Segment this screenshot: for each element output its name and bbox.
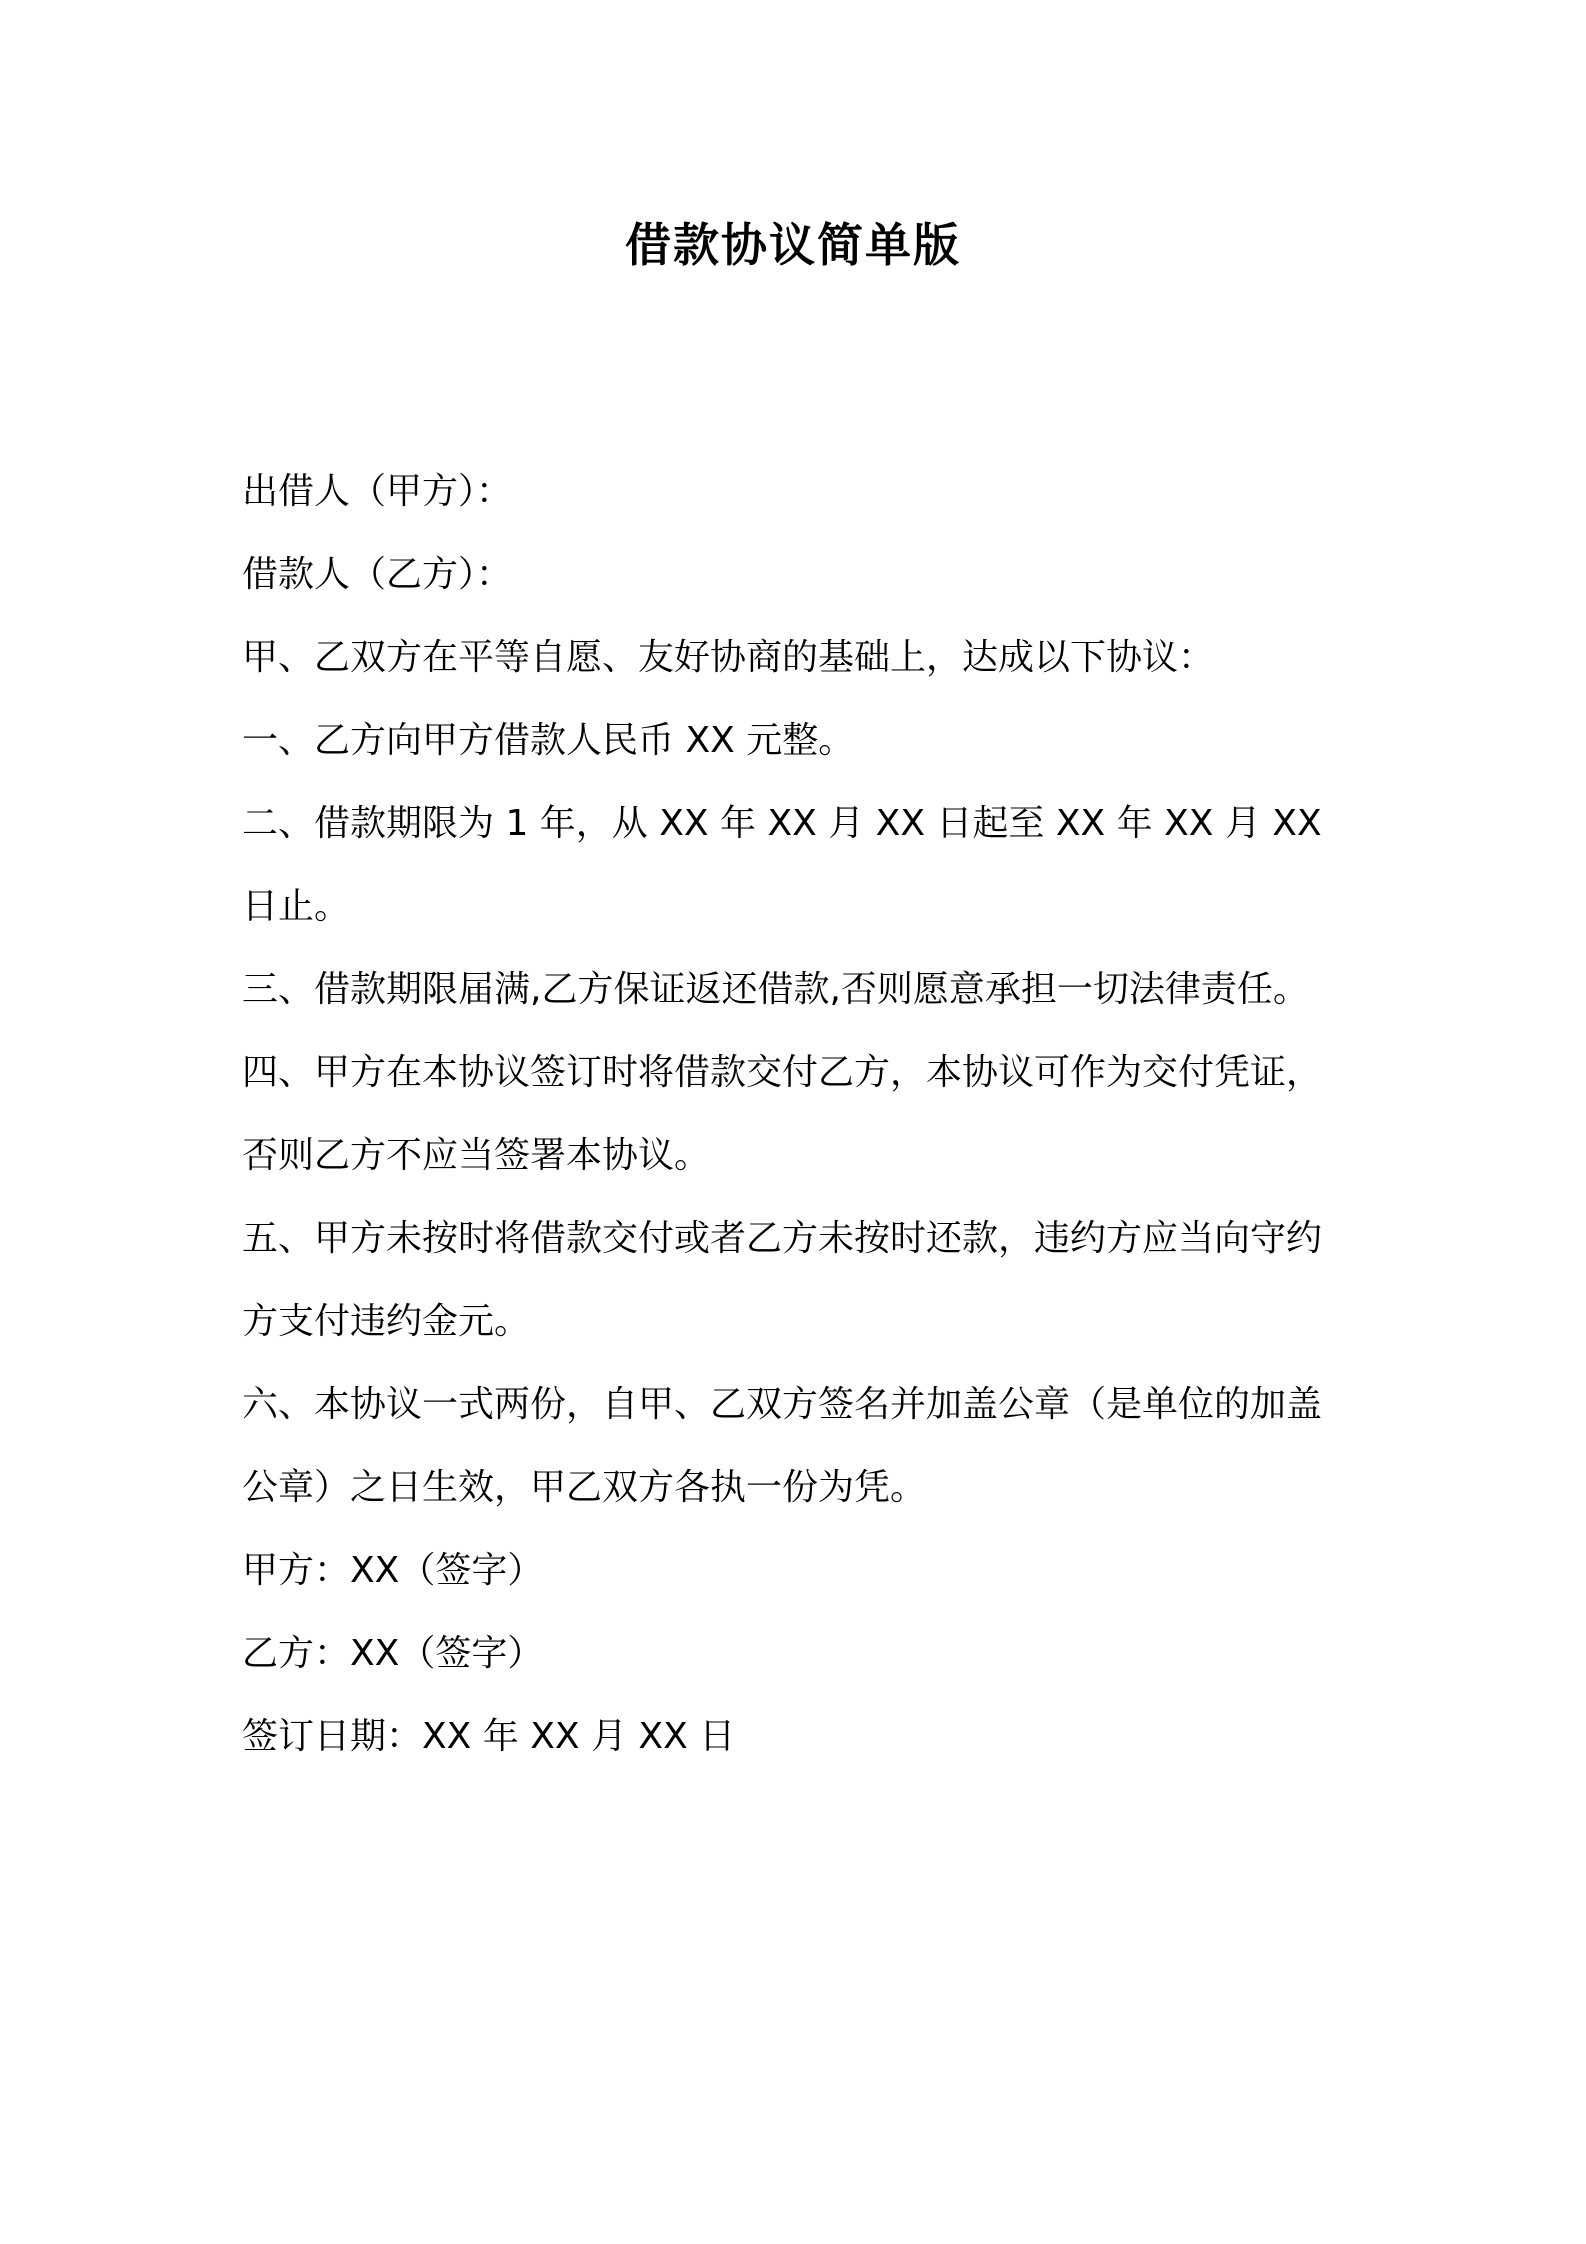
signing-date: 签订日期：XX 年 XX 月 XX 日 <box>242 1716 736 1757</box>
party-b-signature: 乙方：XX（签字） <box>242 1633 544 1674</box>
document-title: 借款协议简单版 <box>625 218 961 272</box>
clause-1: 一、乙方向甲方借款人民币 XX 元整。 <box>242 720 855 761</box>
intro-paragraph: 甲、乙双方在平等自愿、友好协商的基础上，达成以下协议： <box>242 637 1215 678</box>
clause-6: 六、本协议一式两份，自甲、乙双方签名并加盖公章（是单位的加盖公章）之日生效，甲乙双方各执一份为凭。 <box>242 1384 1323 1508</box>
borrower-line: 借款人（乙方）： <box>242 554 513 595</box>
party-a-signature: 甲方：XX（签字） <box>242 1550 544 1591</box>
clause-3: 三、借款期限届满,乙方保证返还借款,否则愿意承担一切法律责任。 <box>242 969 1309 1010</box>
clause-4: 四、甲方在本协议签订时将借款交付乙方，本协议可作为交付凭证，否则乙方不应当签署本协议。 <box>242 1052 1323 1176</box>
lender-line: 出借人（甲方）： <box>242 471 513 512</box>
clause-5: 五、甲方未按时将借款交付或者乙方未按时还款，违约方应当向守约方支付违约金元。 <box>242 1218 1323 1342</box>
document-body <box>242 450 1352 1778</box>
clause-2: 二、借款期限为 1 年，从 XX 年 XX 月 XX 日起至 XX 年 XX 月 XX 日止。 <box>242 803 1322 927</box>
